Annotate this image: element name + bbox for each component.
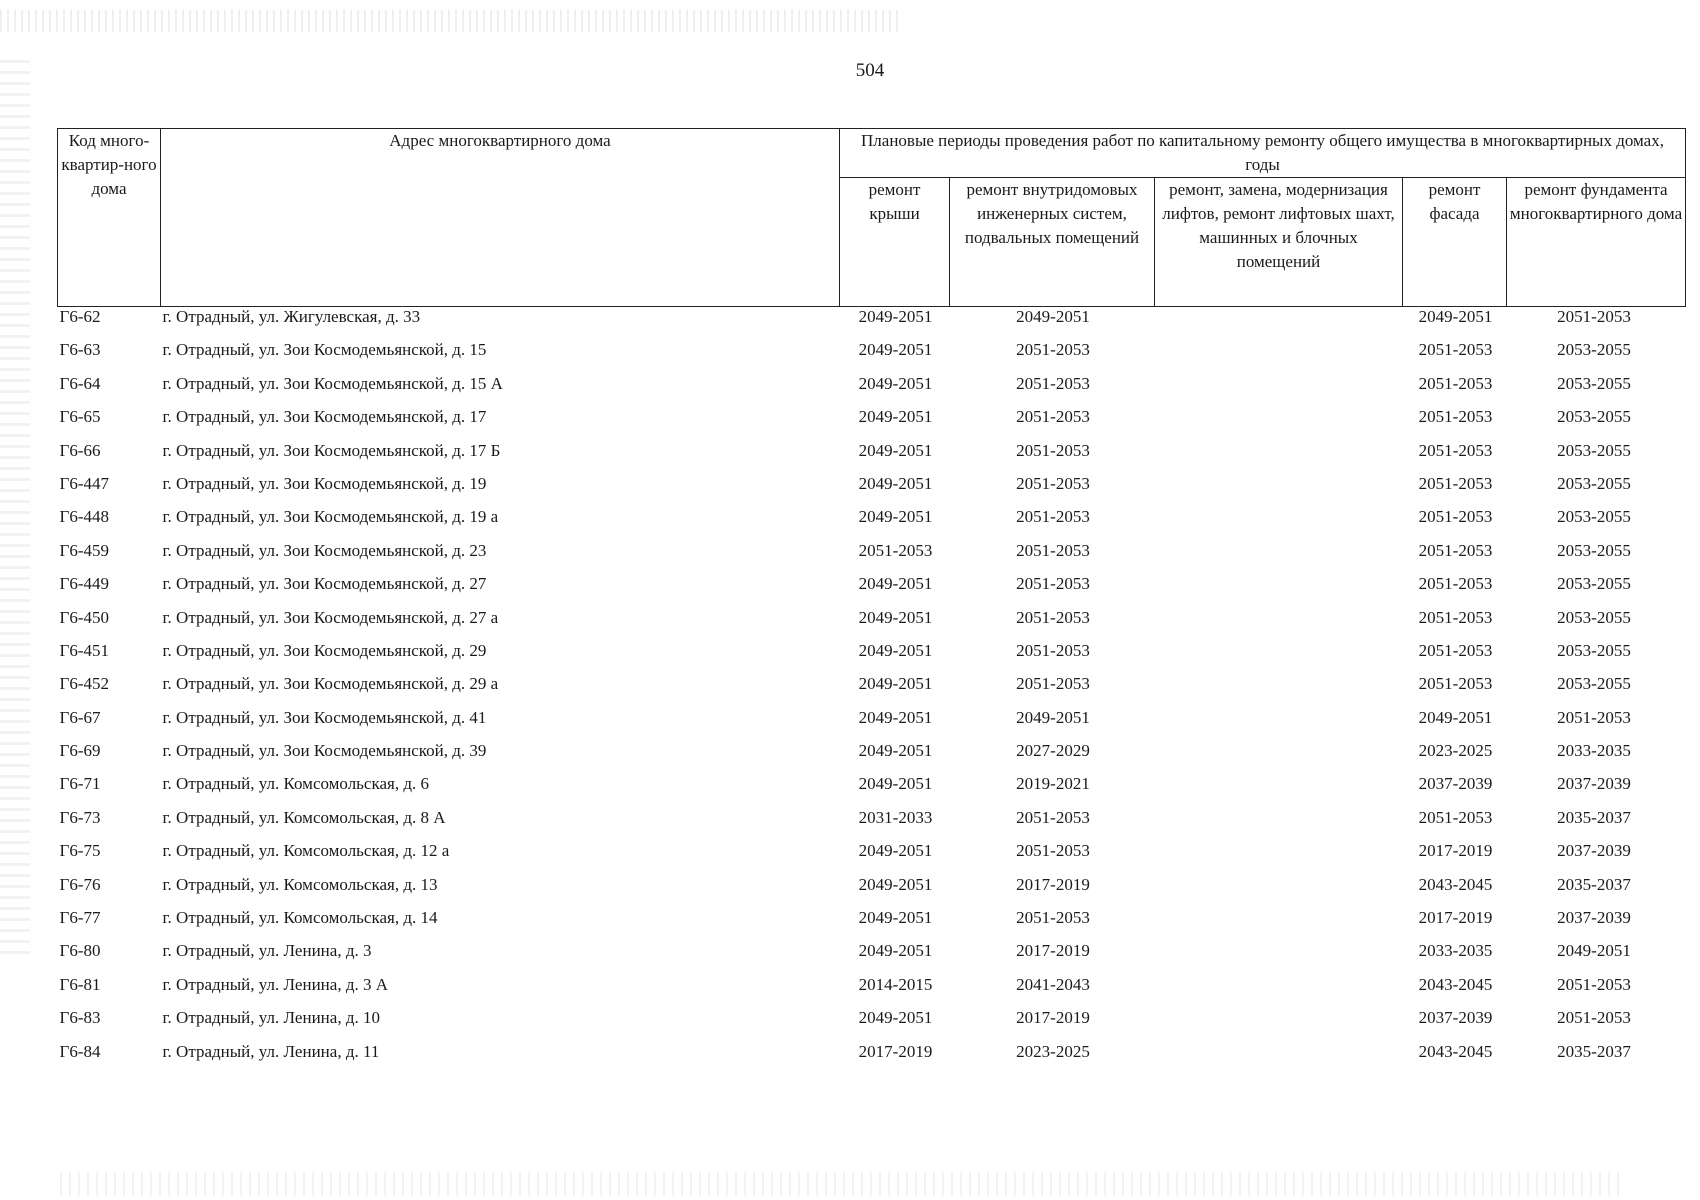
table-row [58,307,1686,341]
cell-code: Г6-83 [59,1008,101,1028]
cell-address: г. Отрадный, ул. Комсомольская, д. 8 А [162,807,446,827]
cell-roof: 2049-2051 [858,607,933,627]
table-row [58,674,1686,707]
cell-foundation: 2053-2055 [1557,507,1631,527]
table-row [58,1008,1686,1041]
table-row [58,374,1686,407]
header-address: Адрес многоквартирного дома [161,129,840,307]
cell-address: г. Отрадный, ул. Зои Космодемьянской, д. 29 а [162,674,499,694]
cell-roof: 2049-2051 [858,307,933,326]
header-periods-group: Плановые периоды проведения работ по капитальному ремонту общего имущества в многоквартирных домах, годы [840,129,1686,178]
cell-foundation: 2053-2055 [1557,373,1631,393]
cell-code: Г6-459 [59,540,109,560]
cell-address: г. Отрадный, ул. Комсомольская, д. 6 [162,774,429,794]
cell-code: Г6-76 [59,874,101,894]
cell-facade: 2051-2053 [1418,807,1493,827]
table-header [58,129,1686,307]
cell-foundation: 2051-2053 [1557,307,1631,326]
cell-lifts [1155,908,1403,941]
cell-foundation: 2053-2055 [1557,473,1631,493]
cell-address: г. Отрадный, ул. Зои Космодемьянской, д. 19 а [162,507,499,527]
cell-address: г. Отрадный, ул. Зои Космодемьянской, д. 23 [162,540,487,560]
cell-code: Г6-84 [59,1041,101,1061]
scan-noise-left-edge [0,60,30,960]
cell-systems: 2051-2053 [1016,507,1090,527]
cell-lifts [1155,941,1403,974]
cell-systems: 2051-2053 [1016,473,1090,493]
cell-roof: 2049-2051 [858,941,933,961]
cell-systems: 2051-2053 [1016,540,1090,560]
header-lifts: ремонт, замена, модернизация лифтов, ремонт лифтовых шахт, машинных и блочных помещений [1155,178,1403,307]
cell-facade: 2051-2053 [1418,540,1493,560]
cell-address: г. Отрадный, ул. Зои Космодемьянской, д. 27 [162,574,487,594]
cell-address: г. Отрадный, ул. Комсомольская, д. 14 [162,908,438,928]
table-row [58,774,1686,807]
cell-lifts [1155,407,1403,440]
cell-address: г. Отрадный, ул. Зои Космодемьянской, д. 17 Б [162,440,501,460]
cell-systems: 2049-2051 [1016,707,1090,727]
cell-foundation: 2053-2055 [1557,407,1631,427]
cell-facade: 2017-2019 [1418,841,1493,861]
table-row [58,975,1686,1008]
cell-roof: 2031-2033 [858,807,933,827]
table-row [58,474,1686,507]
cell-address: г. Отрадный, ул. Зои Космодемьянской, д. 27 а [162,607,499,627]
cell-code: Г6-65 [59,407,101,427]
cell-roof: 2017-2019 [858,1041,933,1061]
cell-foundation: 2049-2051 [1557,941,1631,961]
cell-systems: 2051-2053 [1016,674,1090,694]
cell-roof: 2049-2051 [858,507,933,527]
cell-systems: 2051-2053 [1016,407,1090,427]
table-row [58,841,1686,874]
scan-noise-top [0,10,900,32]
cell-systems: 2041-2043 [1016,974,1090,994]
cell-facade: 2051-2053 [1418,440,1493,460]
cell-facade: 2037-2039 [1418,774,1493,794]
table-row [58,808,1686,841]
cell-foundation: 2037-2039 [1557,841,1631,861]
cell-facade: 2051-2053 [1418,473,1493,493]
cell-lifts [1155,841,1403,874]
cell-code: Г6-64 [59,373,101,393]
cell-roof: 2049-2051 [858,473,933,493]
cell-code: Г6-449 [59,574,109,594]
cell-code: Г6-63 [59,340,101,360]
cell-code: Г6-77 [59,908,101,928]
cell-code: Г6-66 [59,440,101,460]
cell-code: Г6-451 [59,640,109,660]
page-number: 504 [855,60,885,81]
cell-address: г. Отрадный, ул. Комсомольская, д. 13 [162,874,438,894]
cell-address: г. Отрадный, ул. Жигулевская, д. 33 [162,307,421,326]
cell-lifts [1155,307,1403,341]
cell-systems: 2051-2053 [1016,908,1090,928]
cell-address: г. Отрадный, ул. Зои Космодемьянской, д. 17 [162,407,487,427]
cell-foundation: 2053-2055 [1557,640,1631,660]
cell-systems: 2051-2053 [1016,440,1090,460]
cell-lifts [1155,340,1403,373]
table-row [58,875,1686,908]
cell-address: г. Отрадный, ул. Зои Космодемьянской, д. 29 [162,640,487,660]
cell-lifts [1155,641,1403,674]
table-row [58,708,1686,741]
cell-foundation: 2037-2039 [1557,774,1631,794]
cell-code: Г6-67 [59,707,101,727]
cell-facade: 2043-2045 [1418,974,1493,994]
cell-lifts [1155,441,1403,474]
cell-facade: 2049-2051 [1418,307,1493,326]
cell-systems: 2017-2019 [1016,941,1090,961]
cell-facade: 2051-2053 [1418,607,1493,627]
cell-systems: 2027-2029 [1016,741,1090,761]
cell-facade: 2051-2053 [1418,407,1493,427]
cell-lifts [1155,474,1403,507]
table-row [58,608,1686,641]
cell-lifts [1155,741,1403,774]
cell-address: г. Отрадный, ул. Зои Космодемьянской, д. 39 [162,741,487,761]
cell-roof: 2049-2051 [858,340,933,360]
cell-roof: 2049-2051 [858,841,933,861]
cell-foundation: 2053-2055 [1557,574,1631,594]
cell-systems: 2051-2053 [1016,841,1090,861]
cell-lifts [1155,1042,1403,1075]
cell-code: Г6-62 [59,307,101,326]
cell-systems: 2051-2053 [1016,373,1090,393]
cell-code: Г6-450 [59,607,109,627]
cell-roof: 2049-2051 [858,373,933,393]
cell-address: г. Отрадный, ул. Зои Космодемьянской, д. 41 [162,707,487,727]
cell-facade: 2049-2051 [1418,707,1493,727]
cell-code: Г6-73 [59,807,101,827]
header-foundation: ремонт фундамента многоквартирного дома [1507,178,1686,307]
cell-facade: 2033-2035 [1418,941,1493,961]
cell-foundation: 2035-2037 [1557,807,1631,827]
header-roof: ремонт крыши [840,178,950,307]
table-row [58,407,1686,440]
table-row [58,541,1686,574]
cell-lifts [1155,507,1403,540]
cell-lifts [1155,875,1403,908]
cell-address: г. Отрадный, ул. Комсомольская, д. 12 а [162,841,450,861]
cell-code: Г6-80 [59,941,101,961]
cell-roof: 2049-2051 [858,741,933,761]
cell-systems: 2051-2053 [1016,607,1090,627]
cell-lifts [1155,574,1403,607]
cell-roof: 2049-2051 [858,707,933,727]
cell-facade: 2051-2053 [1418,574,1493,594]
cell-foundation: 2053-2055 [1557,540,1631,560]
cell-facade: 2051-2053 [1418,340,1493,360]
cell-roof: 2014-2015 [858,974,933,994]
cell-lifts [1155,541,1403,574]
header-systems: ремонт внутридомовых инженерных систем, подвальных помещений [950,178,1155,307]
cell-roof: 2049-2051 [858,1008,933,1028]
cell-address: г. Отрадный, ул. Ленина, д. 3 [162,941,372,961]
table-row [58,941,1686,974]
cell-address: г. Отрадный, ул. Ленина, д. 11 [162,1041,380,1061]
cell-foundation: 2051-2053 [1557,974,1631,994]
cell-roof: 2049-2051 [858,574,933,594]
cell-lifts [1155,774,1403,807]
cell-foundation: 2037-2039 [1557,908,1631,928]
table-row [58,441,1686,474]
cell-facade: 2051-2053 [1418,640,1493,660]
table-row [58,507,1686,540]
cell-address: г. Отрадный, ул. Зои Космодемьянской, д. 19 [162,473,487,493]
cell-code: Г6-71 [59,774,101,794]
cell-code: Г6-452 [59,674,109,694]
cell-systems: 2023-2025 [1016,1041,1090,1061]
cell-roof: 2051-2053 [858,540,933,560]
cell-code: Г6-447 [59,473,109,493]
cell-lifts [1155,374,1403,407]
cell-systems: 2019-2021 [1016,774,1090,794]
cell-roof: 2049-2051 [858,640,933,660]
cell-facade: 2051-2053 [1418,507,1493,527]
cell-lifts [1155,708,1403,741]
cell-facade: 2037-2039 [1418,1008,1493,1028]
cell-roof: 2049-2051 [858,440,933,460]
cell-address: г. Отрадный, ул. Ленина, д. 10 [162,1008,380,1028]
cell-facade: 2051-2053 [1418,674,1493,694]
cell-facade: 2023-2025 [1418,741,1493,761]
cell-code: Г6-81 [59,974,101,994]
cell-systems: 2051-2053 [1016,807,1090,827]
cell-systems: 2051-2053 [1016,640,1090,660]
cell-systems: 2049-2051 [1016,307,1090,326]
cell-lifts [1155,608,1403,641]
cell-facade: 2017-2019 [1418,908,1493,928]
table-row [58,908,1686,941]
cell-roof: 2049-2051 [858,674,933,694]
table-row [58,741,1686,774]
cell-foundation: 2033-2035 [1557,741,1631,761]
cell-foundation: 2051-2053 [1557,1008,1631,1028]
cell-foundation: 2051-2053 [1557,707,1631,727]
cell-roof: 2049-2051 [858,874,933,894]
cell-systems: 2017-2019 [1016,1008,1090,1028]
cell-systems: 2051-2053 [1016,340,1090,360]
cell-code: Г6-69 [59,741,101,761]
cell-foundation: 2053-2055 [1557,674,1631,694]
cell-address: г. Отрадный, ул. Зои Космодемьянской, д. 15 А [162,373,503,393]
table-body [58,307,1686,1075]
cell-foundation: 2053-2055 [1557,440,1631,460]
cell-roof: 2049-2051 [858,908,933,928]
cell-code: Г6-75 [59,841,101,861]
cell-lifts [1155,1008,1403,1041]
scan-noise-bottom [60,1172,1620,1196]
cell-foundation: 2053-2055 [1557,340,1631,360]
cell-systems: 2017-2019 [1016,874,1090,894]
table-row [58,340,1686,373]
cell-code: Г6-448 [59,507,109,527]
cell-foundation: 2053-2055 [1557,607,1631,627]
table-row [58,641,1686,674]
cell-facade: 2051-2053 [1418,373,1493,393]
cell-systems: 2051-2053 [1016,574,1090,594]
cell-lifts [1155,975,1403,1008]
table-row [58,574,1686,607]
cell-lifts [1155,674,1403,707]
table-row [58,1042,1686,1075]
capital-repair-schedule-table [57,128,1686,1075]
cell-address: г. Отрадный, ул. Зои Космодемьянской, д. 15 [162,340,487,360]
header-facade: ремонт фасада [1403,178,1507,307]
cell-facade: 2043-2045 [1418,1041,1493,1061]
cell-foundation: 2035-2037 [1557,874,1631,894]
cell-address: г. Отрадный, ул. Ленина, д. 3 А [162,974,388,994]
cell-facade: 2043-2045 [1418,874,1493,894]
cell-roof: 2049-2051 [858,407,933,427]
cell-foundation: 2035-2037 [1557,1041,1631,1061]
cell-lifts [1155,808,1403,841]
cell-roof: 2049-2051 [858,774,933,794]
header-code: Код много-квартир-ного дома [58,129,161,307]
